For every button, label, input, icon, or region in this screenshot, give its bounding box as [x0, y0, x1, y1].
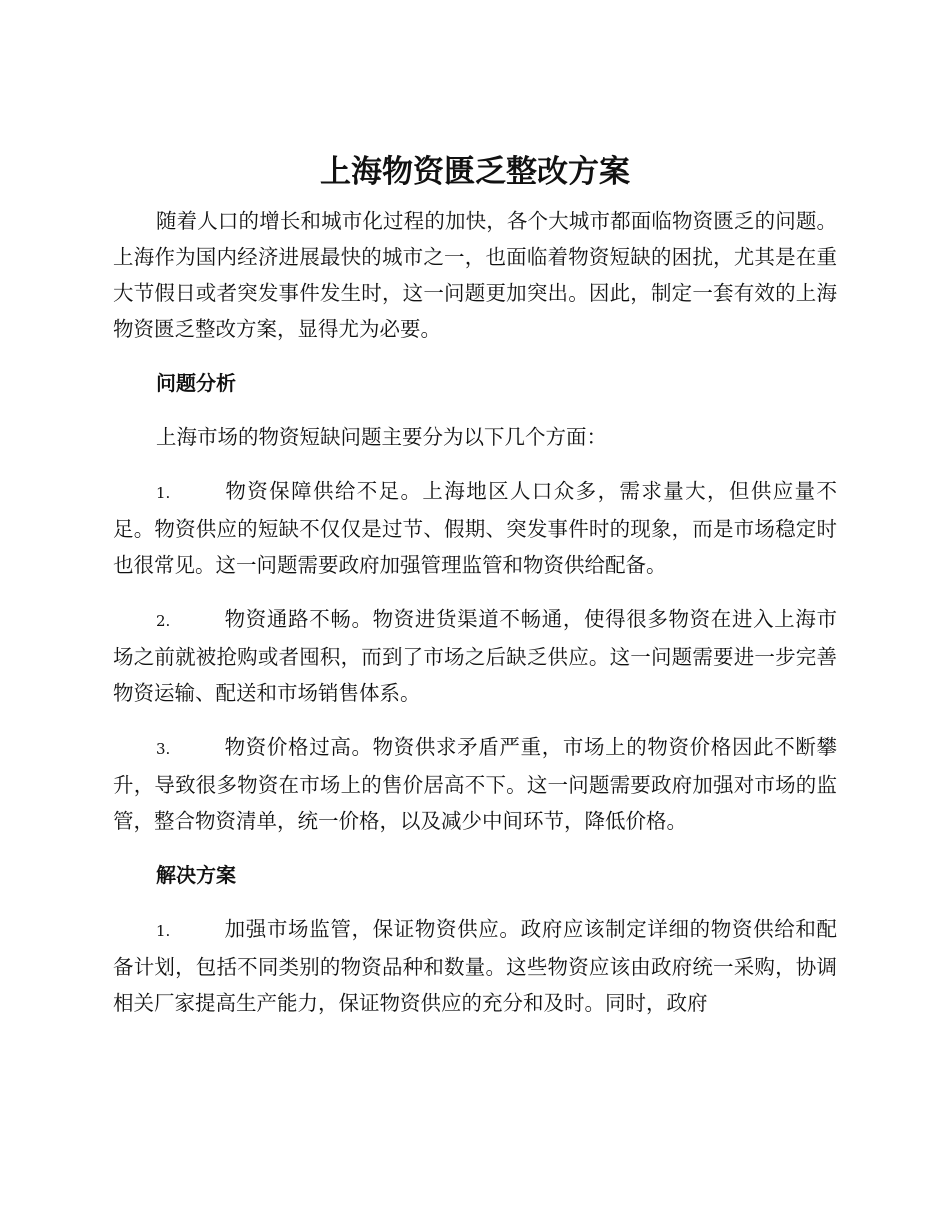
problem-item-2 [113, 601, 837, 711]
section-heading-problem-analysis: 问题分析 [156, 371, 236, 395]
item-text: 物资价格过高。物资供求矛盾严重，市场上的物资价格因此不断攀升，导致很多物资在市场上的售价居高不下。这一问题需要政府加强对市场的监管，整合物资清单，统一价格，以及减少中间环节，降低价格。 [113, 735, 837, 833]
problem-item-1 [113, 473, 837, 583]
problem-lead-paragraph: 上海市场的物资短缺问题主要分为以下几个方面： [156, 425, 607, 449]
item-number: 1. [156, 484, 171, 502]
section-heading-solutions: 解决方案 [156, 863, 236, 887]
document-body [113, 203, 837, 1039]
item-text: 物资保障供给不足。上海地区人口众多，需求量大，但供应量不足。物资供应的短缺不仅仅是过节、假期、突发事件时的现象，而是市场稳定时也很常见。这一问题需要政府加强管理监管和物资供给配备。 [113, 479, 837, 577]
item-number: 1. [156, 922, 171, 940]
problem-item-3 [113, 729, 837, 839]
item-number: 2. [156, 612, 171, 630]
item-number: 3. [156, 740, 171, 758]
solution-item-1 [113, 911, 837, 1021]
document-title: 上海物资匮乏整改方案 [320, 154, 630, 190]
item-text: 加强市场监管，保证物资供应。政府应该制定详细的物资供给和配备计划，包括不同类别的物资品种和数量。这些物资应该由政府统一采购，协调相关厂家提高生产能力，保证物资供应的充分和及时。同时，政府 [113, 917, 837, 1015]
item-text: 物资通路不畅。物资进货渠道不畅通，使得很多物资在进入上海市场之前就被抢购或者囤积，而到了市场之后缺乏供应。这一问题需要进一步完善物资运输、配送和市场销售体系。 [113, 607, 837, 705]
intro-paragraph: 随着人口的增长和城市化过程的加快，各个大城市都面临物资匮乏的问题。上海作为国内经济进展最快的城市之一，也面临着物资短缺的困扰，尤其是在重大节假日或者突发事件发生时，这一问题更加突出。因此，制定一套有效的上海物资匮乏整改方案，显得尤为必要。 [113, 209, 837, 341]
